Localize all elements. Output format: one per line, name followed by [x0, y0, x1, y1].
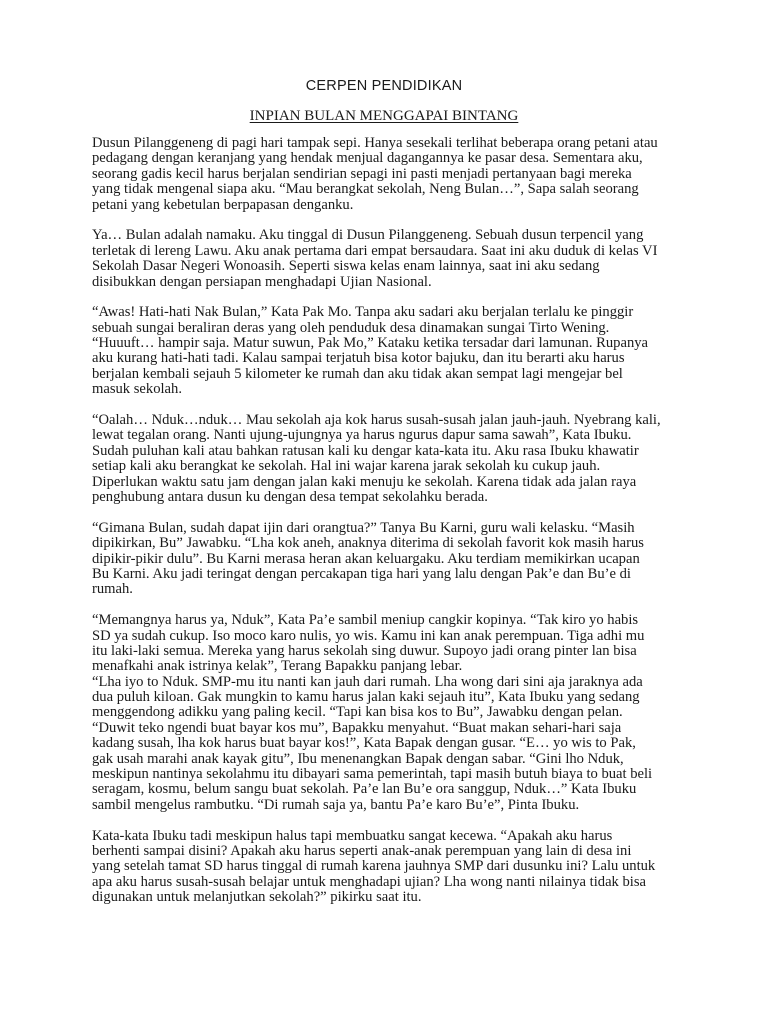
text-line: pedagang dengan keranjang yang hendak menjual dagangannya ke pasar desa. Sementara aku, — [92, 150, 643, 167]
story-title: INPIAN BULAN MENGGAPAI BINTANG — [249, 108, 519, 124]
text-line: yang tidak mengenal siapa aku. “Mau berangkat sekolah, Neng Bulan…”, Sapa salah seorang — [92, 181, 639, 198]
text-line: terletak di lereng Lawu. Aku anak pertama dari empat bersaudara. Saat ini aku duduk di kelas VI — [92, 242, 658, 259]
paragraph — [92, 136, 692, 213]
text-line: dipikirkan, Bu” Jawabku. “Lha kok aneh, anaknya diterima di sekolah favorit kok masih harus — [92, 535, 644, 552]
text-line: dua puluh kiloan. Gak mungkin to kamu harus jalan kaki sejauh itu”, Kata Ibuku yang sedang — [92, 689, 640, 706]
paragraph — [92, 613, 692, 813]
text-line: berhenti sampai disini? Apakah aku harus seperti anak-anak perempuan yang lain di desa ini — [92, 842, 632, 859]
text-line: masuk sekolah. — [92, 381, 182, 398]
text-line: dipikir-pikir dulu”. Bu Karni merasa heran akan keluargaku. Aku terdiam memikirkan ucapan — [92, 550, 640, 567]
text-line: berjalan kembali sejauh 5 kilometer ke rumah dan aku tidak akan sempat lagi mengejar bel — [92, 365, 623, 382]
text-line: meskipun nantinya sekolahmu itu dibayari sama pemerintah, tapi masih butuh biaya to buat beli — [92, 766, 653, 783]
text-line: SD ya sudah cukup. Iso moco karo nulis, yo wis. Kamu ini kan anak perempuan. Tiga adhi mu — [92, 627, 645, 644]
text-line: Dusun Pilanggeneng di pagi hari tampak sepi. Hanya sesekali terlihat beberapa orang petani atau — [92, 135, 658, 151]
text-line: seragam, kosmu, belum sangu buat sekolah. Pa’e lan Bu’e ora sanggup, Nduk…” Kata Ibuku — [92, 781, 637, 798]
text-line: menafkahi anak istrinya kelak”, Terang Bapakku panjang lebar. — [92, 658, 463, 675]
text-line: disibukkan dengan persiapan menghadapi Ujian Nasional. — [92, 273, 432, 290]
text-line: yang setelah tamat SD harus tinggal di rumah karena jauhnya SMP dari dusunku ini? Lalu untuk — [92, 858, 656, 875]
text-line: gak usah marahi anak kayak gitu”, Ibu menenangkan Bapak dengan sabar. “Gini lho Nduk, — [92, 750, 624, 767]
text-line: “Lha iyo to Nduk. SMP-mu itu nanti kan jauh dari rumah. Lha wong dari sini aja jaraknya ada — [92, 673, 643, 690]
text-line: seorang gadis kecil harus berjalan sendirian sepagi ini pasti menjadi pertanyaan bagi mereka — [92, 165, 632, 182]
text-line: Kata-kata Ibuku tadi meskipun halus tapi membuatku sangat kecewa. “Apakah aku harus — [92, 827, 613, 844]
text-line: itu laki-laki semua. Mereka yang harus sekolah sing duwur. Supoyo jadi orang pinter lan bisa — [92, 642, 637, 659]
text-line: Ya… Bulan adalah namaku. Aku tinggal di Dusun Pilanggeneng. Sebuah dusun terpencil yang — [92, 227, 644, 244]
text-line: Sudah puluhan kali atau bahkan ratusan kali ku dengar kata-kata itu. Aku rasa Ibuku khawatir — [92, 442, 639, 459]
text-line: Bu Karni. Aku jadi teringat dengan percakapan tiga hari yang lalu dengan Pak’e dan Bu’e di — [92, 565, 631, 582]
text-line: sambil mengelus rambutku. “Di rumah saja ya, bantu Pa’e karo Bu’e”, Pinta Ibuku. — [92, 796, 580, 813]
paragraph — [92, 228, 692, 290]
text-line: apa aku harus susah-susah belajar untuk menghadapi ujian? Lha wong nanti nilainya tidak bisa — [92, 873, 646, 890]
paragraph — [92, 305, 692, 397]
text-line: “Duwit teko ngendi buat bayar kos mu”, Bapakku menyahut. “Buat makan sehari-hari saja — [92, 719, 622, 736]
text-line: “Awas! Hati-hati Nak Bulan,” Kata Pak Mo. Tanpa aku sadari aku berjalan terlalu ke pinggir — [92, 304, 634, 321]
text-line: Sekolah Dasar Negeri Wonoasih. Seperti siswa kelas enam lainnya, saat ini aku sedang — [92, 258, 600, 275]
text-line: penghubung antara dusun ku dengan desa tempat sekolahku berada. — [92, 488, 488, 505]
text-line: digunakan untuk melanjutkan sekolah?” pikirku saat itu. — [92, 889, 422, 906]
text-line: Diperlukan waktu satu jam dengan jalan kaki menuju ke sekolah. Karena tidak ada jalan raya — [92, 473, 637, 490]
text-line: aku kurang hati-hati tadi. Kalau sampai terjatuh bisa kotor bajuku, dan itu berarti aku harus — [92, 350, 625, 367]
text-line: “Huuuft… hampir saja. Matur suwun, Pak Mo,” Kataku ketika tersadar dari lamunan. Rupanya — [92, 335, 649, 352]
text-line: menggendong adikku yang paling kecil. “Tapi kan bisa kos to Bu”, Jawabku dengan pelan. — [92, 704, 623, 721]
story-body — [92, 136, 692, 921]
paragraph — [92, 829, 692, 906]
text-line: “Oalah… Nduk…nduk… Mau sekolah aja kok harus susah-susah jalan jauh-jauh. Nyebrang kali, — [92, 412, 661, 429]
text-line: sebuah sungai beraliran deras yang oleh penduduk desa dinamakan sungai Tirto Wening. — [92, 319, 610, 336]
paragraph — [92, 413, 692, 505]
text-line: lewat tegalan orang. Nanti ujung-ujungnya ya harus ngurus dapur sama sawah”, Kata Ibuku. — [92, 427, 632, 444]
document-title: CERPEN PENDIDIKAN — [305, 78, 463, 94]
text-line: “Memangnya harus ya, Nduk”, Kata Pa’e sambil meniup cangkir kopinya. “Tak kiro yo habis — [92, 612, 639, 629]
text-line: setiap kali aku berangkat ke sekolah. Hal ini wajar karena jarak sekolah ku cukup jauh. — [92, 458, 601, 475]
text-line: rumah. — [92, 581, 133, 598]
paragraph — [92, 521, 692, 598]
text-line: kadang susah, lha kok harus buat bayar kos!”, Kata Bapak dengan gusar. “E… yo wis to Pak, — [92, 735, 636, 752]
text-line: petani yang kebetulan berpapasan denganku. — [92, 196, 354, 213]
text-line: “Gimana Bulan, sudah dapat ijin dari orangtua?” Tanya Bu Karni, guru wali kelasku. “Masih — [92, 519, 635, 536]
